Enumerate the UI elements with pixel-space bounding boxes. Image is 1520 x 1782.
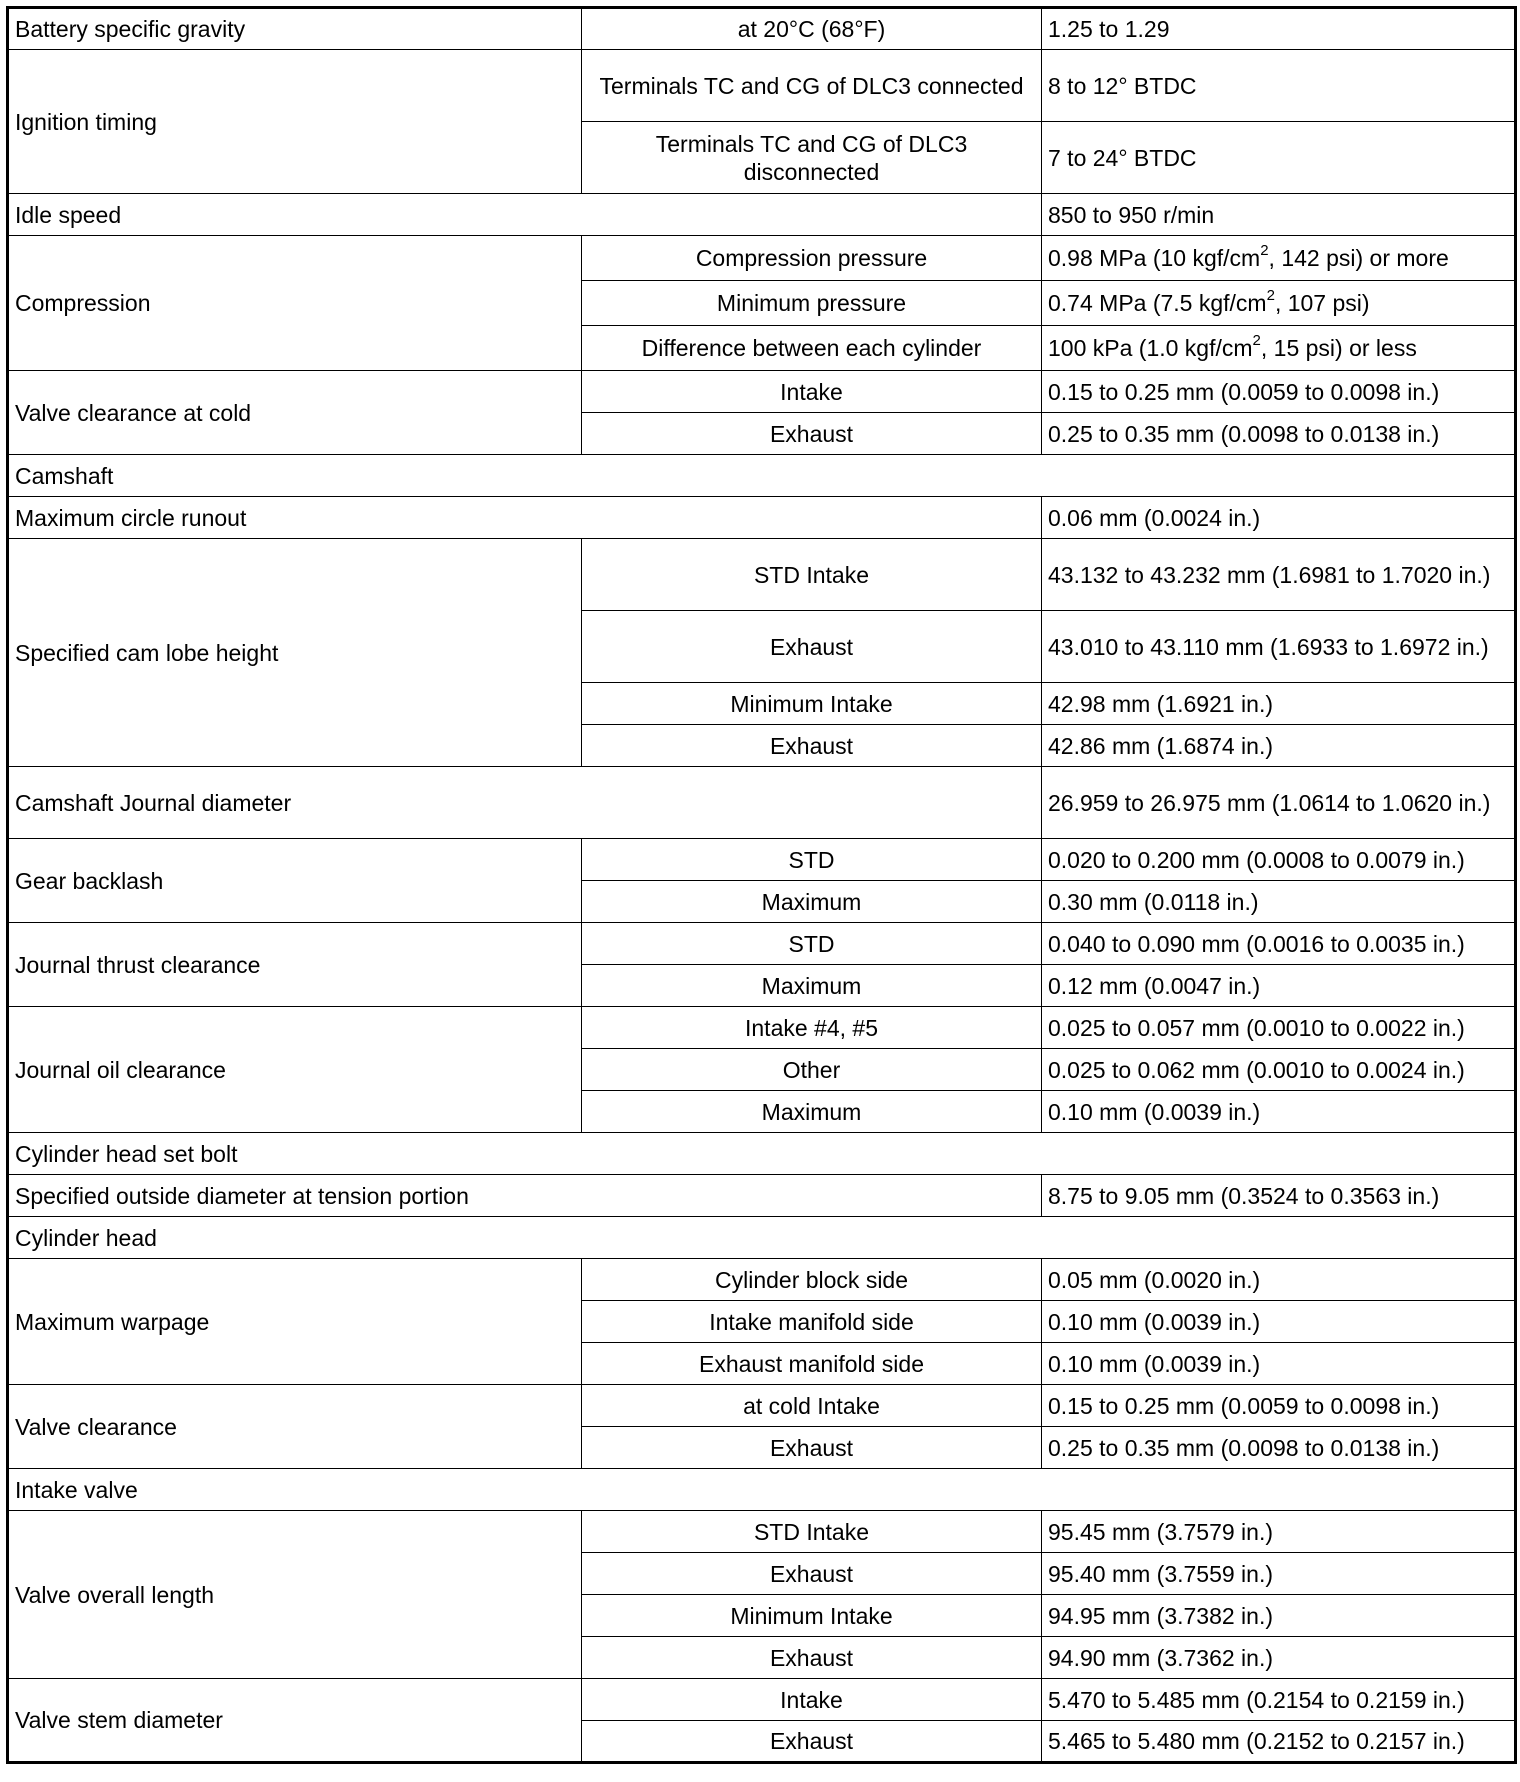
spec-condition: Exhaust: [582, 1721, 1042, 1763]
spec-condition: Minimum Intake: [582, 1595, 1042, 1637]
table-row: [8, 1133, 1516, 1175]
section-header: Camshaft: [8, 455, 1516, 497]
table-row: [8, 539, 1516, 611]
table-row: [8, 1217, 1516, 1259]
spec-condition: Other: [582, 1049, 1042, 1091]
spec-value: 0.74 MPa (7.5 kgf/$cm^2$, 107 psi): [1042, 281, 1516, 326]
spec-condition: Cylinder block side: [582, 1259, 1042, 1301]
spec-value: 0.05 mm (0.0020 in.): [1042, 1259, 1516, 1301]
spec-condition: Minimum Intake: [582, 683, 1042, 725]
spec-value: 1.25 to 1.29: [1042, 8, 1516, 50]
spec-label: Journal oil clearance: [8, 1007, 582, 1133]
spec-value: 0.10 mm (0.0039 in.): [1042, 1091, 1516, 1133]
spec-value: 42.86 mm (1.6874 in.): [1042, 725, 1516, 767]
spec-condition: Exhaust: [582, 1553, 1042, 1595]
table-row: [8, 1385, 1516, 1427]
spec-value: 7 to 24° BTDC: [1042, 122, 1516, 194]
spec-condition: Exhaust: [582, 1637, 1042, 1679]
table-row: [8, 923, 1516, 965]
table-row: [8, 50, 1516, 122]
spec-condition: at cold Intake: [582, 1385, 1042, 1427]
section-header: Cylinder head: [8, 1217, 1516, 1259]
spec-table: [6, 6, 1517, 1764]
spec-condition: Intake: [582, 1679, 1042, 1721]
spec-value: 0.10 mm (0.0039 in.): [1042, 1343, 1516, 1385]
spec-label: Specified cam lobe height: [8, 539, 582, 767]
spec-condition: Terminals TC and CG of DLC3 disconnected: [582, 122, 1042, 194]
spec-value: 0.10 mm (0.0039 in.): [1042, 1301, 1516, 1343]
spec-condition: STD: [582, 923, 1042, 965]
spec-value: 95.45 mm (3.7579 in.): [1042, 1511, 1516, 1553]
table-row: [8, 236, 1516, 281]
spec-condition: Exhaust: [582, 413, 1042, 455]
table-row: [8, 1175, 1516, 1217]
spec-value: 94.90 mm (3.7362 in.): [1042, 1637, 1516, 1679]
spec-condition: Intake manifold side: [582, 1301, 1042, 1343]
spec-value: 8 to 12° BTDC: [1042, 50, 1516, 122]
table-row: [8, 1469, 1516, 1511]
spec-condition: Minimum pressure: [582, 281, 1042, 326]
table-row: [8, 1007, 1516, 1049]
spec-value: 0.25 to 0.35 mm (0.0098 to 0.0138 in.): [1042, 413, 1516, 455]
spec-label: Valve overall length: [8, 1511, 582, 1679]
spec-value: 0.025 to 0.057 mm (0.0010 to 0.0022 in.): [1042, 1007, 1516, 1049]
table-row: [8, 839, 1516, 881]
spec-condition: Intake #4, #5: [582, 1007, 1042, 1049]
spec-value: 5.465 to 5.480 mm (0.2152 to 0.2157 in.): [1042, 1721, 1516, 1763]
spec-condition: Maximum: [582, 965, 1042, 1007]
spec-condition: at 20°C (68°F): [582, 8, 1042, 50]
spec-condition: STD Intake: [582, 1511, 1042, 1553]
table-row: [8, 1259, 1516, 1301]
spec-value: 43.010 to 43.110 mm (1.6933 to 1.6972 in.): [1042, 611, 1516, 683]
spec-condition: Maximum: [582, 1091, 1042, 1133]
spec-label: Ignition timing: [8, 50, 582, 194]
spec-label: Compression: [8, 236, 582, 371]
spec-label: Maximum circle runout: [8, 497, 1042, 539]
spec-condition: Terminals TC and CG of DLC3 connected: [582, 50, 1042, 122]
spec-condition: Exhaust manifold side: [582, 1343, 1042, 1385]
spec-condition: Exhaust: [582, 611, 1042, 683]
table-row: [8, 1511, 1516, 1553]
spec-value: 8.75 to 9.05 mm (0.3524 to 0.3563 in.): [1042, 1175, 1516, 1217]
table-row: [8, 1679, 1516, 1721]
spec-value: 43.132 to 43.232 mm (1.6981 to 1.7020 in.): [1042, 539, 1516, 611]
spec-condition: Exhaust: [582, 1427, 1042, 1469]
spec-value: 0.98 MPa (10 kgf/$cm^2$, 142 psi) or more: [1042, 236, 1516, 281]
spec-condition: Compression pressure: [582, 236, 1042, 281]
table-row: [8, 194, 1516, 236]
spec-label: Battery specific gravity: [8, 8, 582, 50]
spec-condition: Exhaust: [582, 725, 1042, 767]
table-row: [8, 371, 1516, 413]
spec-value: 0.020 to 0.200 mm (0.0008 to 0.0079 in.): [1042, 839, 1516, 881]
table-row: [8, 497, 1516, 539]
spec-label: Gear backlash: [8, 839, 582, 923]
spec-value: 0.025 to 0.062 mm (0.0010 to 0.0024 in.): [1042, 1049, 1516, 1091]
spec-label: Camshaft Journal diameter: [8, 767, 1042, 839]
spec-condition: STD: [582, 839, 1042, 881]
spec-label: Valve clearance: [8, 1385, 582, 1469]
spec-condition: Difference between each cylinder: [582, 326, 1042, 371]
spec-condition: Maximum: [582, 881, 1042, 923]
section-header: Intake valve: [8, 1469, 1516, 1511]
spec-condition: STD Intake: [582, 539, 1042, 611]
spec-label: Valve stem diameter: [8, 1679, 582, 1763]
spec-value: 26.959 to 26.975 mm (1.0614 to 1.0620 in.): [1042, 767, 1516, 839]
spec-value: 100 kPa (1.0 kgf/$cm^2$, 15 psi) or less: [1042, 326, 1516, 371]
spec-value: 0.040 to 0.090 mm (0.0016 to 0.0035 in.): [1042, 923, 1516, 965]
spec-label: Maximum warpage: [8, 1259, 582, 1385]
spec-value: 0.25 to 0.35 mm (0.0098 to 0.0138 in.): [1042, 1427, 1516, 1469]
spec-value: 5.470 to 5.485 mm (0.2154 to 0.2159 in.): [1042, 1679, 1516, 1721]
table-row: [8, 767, 1516, 839]
spec-value: 0.30 mm (0.0118 in.): [1042, 881, 1516, 923]
spec-value: 0.15 to 0.25 mm (0.0059 to 0.0098 in.): [1042, 371, 1516, 413]
spec-label: Journal thrust clearance: [8, 923, 582, 1007]
spec-value: 0.12 mm (0.0047 in.): [1042, 965, 1516, 1007]
table-row: [8, 455, 1516, 497]
spec-value: 94.95 mm (3.7382 in.): [1042, 1595, 1516, 1637]
spec-condition: Intake: [582, 371, 1042, 413]
spec-value: 0.06 mm (0.0024 in.): [1042, 497, 1516, 539]
spec-value: 42.98 mm (1.6921 in.): [1042, 683, 1516, 725]
spec-value: 0.15 to 0.25 mm (0.0059 to 0.0098 in.): [1042, 1385, 1516, 1427]
section-header: Cylinder head set bolt: [8, 1133, 1516, 1175]
table-row: [8, 8, 1516, 50]
spec-label: Idle speed: [8, 194, 1042, 236]
spec-value: 850 to 950 r/min: [1042, 194, 1516, 236]
spec-value: 95.40 mm (3.7559 in.): [1042, 1553, 1516, 1595]
spec-label: Specified outside diameter at tension portion: [8, 1175, 1042, 1217]
spec-label: Valve clearance at cold: [8, 371, 582, 455]
